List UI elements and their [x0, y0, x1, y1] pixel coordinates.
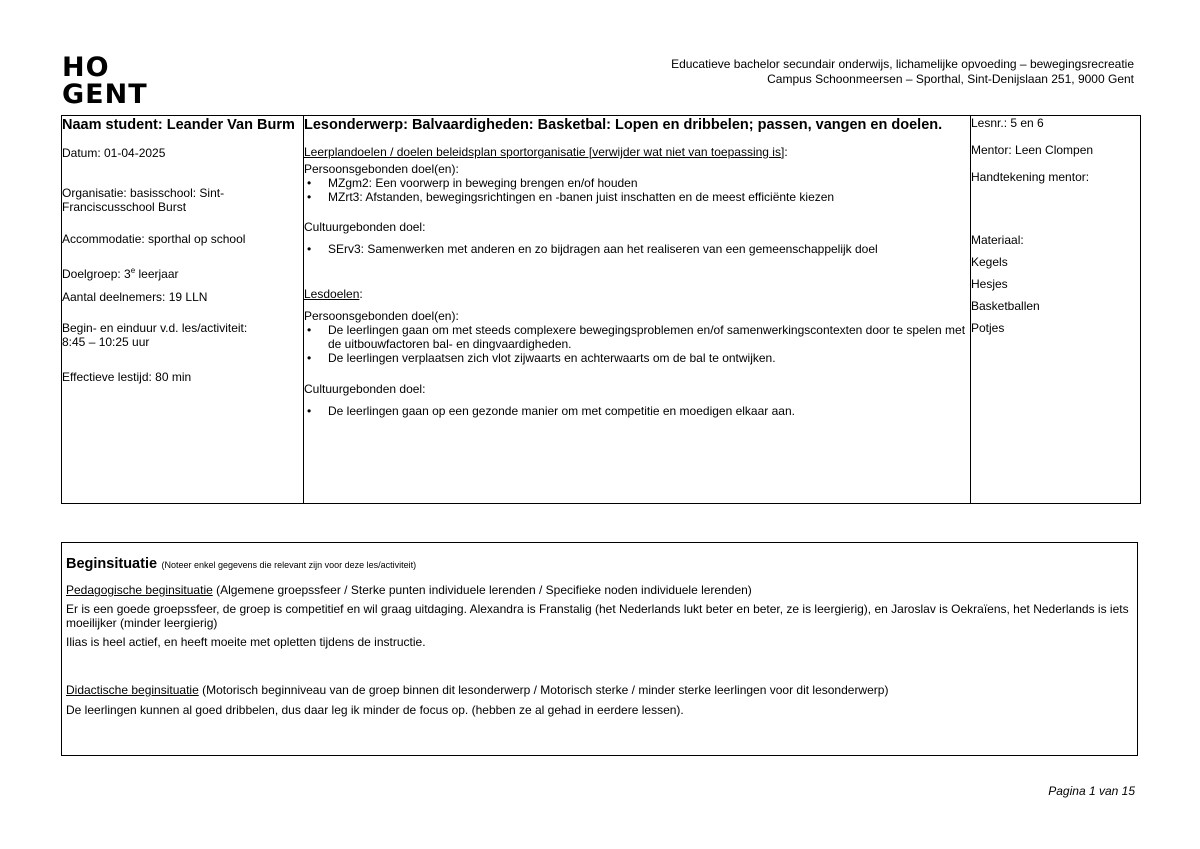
- lesson-personal-list: [304, 323, 970, 365]
- mentor-name: Mentor: Leen Clompen: [971, 143, 1094, 157]
- begin-situation-heading: [66, 555, 1133, 573]
- lesson-culture-label: Cultuurgebonden doel:: [304, 382, 426, 396]
- hogent-logo: [62, 54, 148, 108]
- curriculum-personal-label: Persoonsgebonden doel(en):: [304, 162, 459, 176]
- material-item: Potjes: [971, 321, 1005, 335]
- begin-situation-note: (Noteer enkel gegevens die relevant zijn voor deze les/activiteit): [161, 560, 417, 570]
- material-item: Kegels: [971, 255, 1008, 269]
- didactic-text: De leerlingen kunnen al goed dribbelen, dus daar leg ik minder de focus op. (hebben ze al gehad in eerdere lessen).: [66, 703, 684, 717]
- accommodation: Accommodatie: sporthal op school: [62, 232, 246, 246]
- mentor-signature-label: Handtekening mentor:: [971, 170, 1090, 184]
- participants: Aantal deelnemers: 19 LLN: [62, 290, 208, 304]
- pedagogical-text-2: Ilias is heel actief, en heeft moeite met opletten tijdens de instructie.: [66, 635, 426, 649]
- page-number: Pagina 1 van 15: [1048, 784, 1135, 798]
- effective-time: Effectieve lestijd: 80 min: [62, 370, 192, 384]
- lesson-meta-cell: [971, 116, 1141, 504]
- lesson-goals-cell: [304, 116, 971, 504]
- lesson-culture-list: [304, 404, 970, 418]
- header-info: [671, 57, 1134, 87]
- logo-line-1: HO: [62, 52, 110, 83]
- begin-situation-box: [61, 542, 1138, 756]
- material-item: Hesjes: [971, 277, 1008, 291]
- list-item: • MZgm2: Een voorwerp in beweging brengen en/of houden: [304, 176, 970, 190]
- material-item: Basketballen: [971, 299, 1040, 313]
- program-line: Educatieve bachelor secundair onderwijs, lichamelijke opvoeding – bewegingsrecreatie: [671, 57, 1134, 71]
- lesson-personal-label: Persoonsgebonden doel(en):: [304, 309, 459, 323]
- student-info-cell: [62, 116, 304, 504]
- lesson-goals-heading: Lesdoelen:: [304, 287, 363, 301]
- address-line: Campus Schoonmeersen – Sporthal, Sint-Denijslaan 251, 9000 Gent: [767, 72, 1134, 86]
- didactic-heading: Didactische beginsituatie (Motorisch beginniveau van de groep binnen dit lesonderwerp / Motorisch sterke / minder sterke leerlingen voor dit lesonderwerp): [66, 683, 889, 697]
- begin-situation-title: Beginsituatie: [66, 556, 158, 572]
- list-item: • De leerlingen gaan om met steeds complexere bewegingsproblemen en/of samenwerkingscontexten door te spelen met de uitbouwfactoren bal- en dingvaardigheden.: [304, 323, 970, 351]
- curriculum-culture-list: [304, 242, 970, 256]
- lesson-date: Datum: 01-04-2025: [62, 146, 166, 160]
- time-label: Begin- en einduur v.d. les/activiteit:: [62, 321, 248, 335]
- student-name: Naam student: Leander Van Burm: [62, 117, 295, 133]
- list-item: • De leerlingen verplaatsen zich vlot zijwaarts en achterwaarts om de bal te ontwijken.: [304, 351, 970, 365]
- time-value: 8:45 – 10:25 uur: [62, 335, 150, 349]
- list-item: • SErv3: Samenwerken met anderen en zo bijdragen aan het realiseren van een gemeenschappelijk doel: [304, 242, 970, 256]
- organisation: Organisatie: basisschool: Sint-Franciscusschool Burst: [62, 186, 225, 214]
- materials-label: Materiaal:: [971, 233, 1024, 247]
- logo-line-2: GENT: [62, 79, 148, 110]
- list-item: • MZrt3: Afstanden, bewegingsrichtingen en -banen juist inschatten en de meest efficiënte kiezen: [304, 190, 970, 204]
- pedagogical-text-1: Er is een goede groepssfeer, de groep is competitief en wil graag uitdaging. Alexandra is Franstalig (het Nederlands lukt beter en beter, ze is leergierig), en Jaroslav is Oekraïens, het Nederlands is iets moeilijker (minder leergierig): [66, 602, 1129, 630]
- curriculum-heading: Leerplandoelen / doelen beleidsplan sportorganisatie [verwijder wat niet van toepassing is]:: [304, 145, 788, 159]
- curriculum-culture-label: Cultuurgebonden doel:: [304, 220, 426, 234]
- pedagogical-heading: Pedagogische beginsituatie (Algemene groepssfeer / Sterke punten individuele lerenden / Specifieke noden individuele lerenden): [66, 583, 752, 597]
- curriculum-personal-list: [304, 176, 970, 204]
- lesson-number: Lesnr.: 5 en 6: [971, 116, 1044, 130]
- target-group: Doelgroep: 3e leerjaar: [62, 266, 179, 281]
- list-item: • De leerlingen gaan op een gezonde manier om met competitie en moedigen elkaar aan.: [304, 404, 970, 418]
- lesson-plan-table: [61, 115, 1141, 504]
- lesson-subject: Lesonderwerp: Balvaardigheden: Basketbal: Lopen en dribbelen; passen, vangen en doelen.: [304, 117, 943, 133]
